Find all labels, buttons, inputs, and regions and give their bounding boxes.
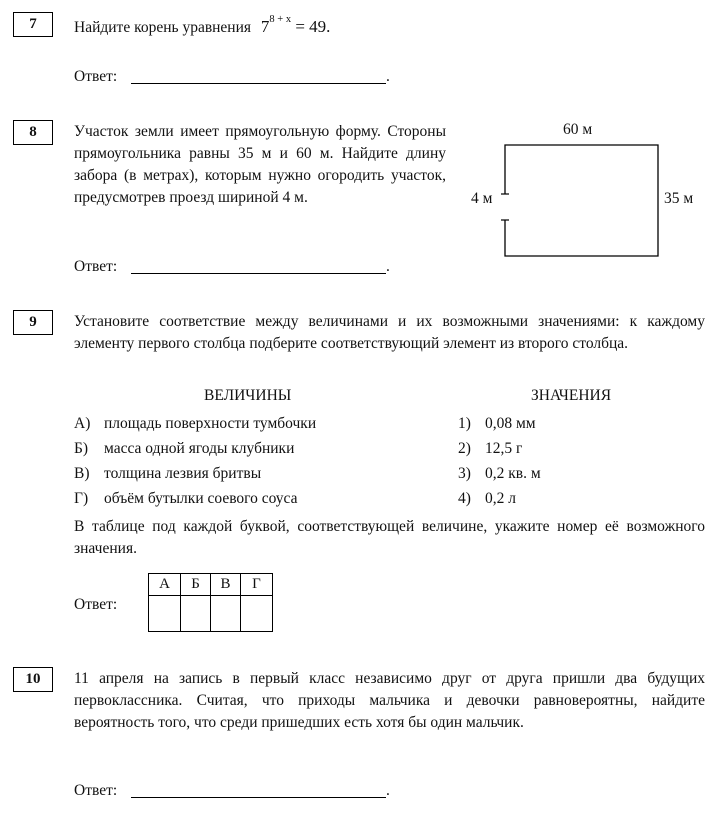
answer-cell-a[interactable] bbox=[149, 596, 181, 632]
answer-cell-v[interactable] bbox=[211, 596, 241, 632]
fence-rectangle-figure bbox=[495, 138, 667, 260]
task-9-instruction: В таблице под каждой буквой, соответствующей величине, укажите номер её возможного значения. bbox=[74, 518, 705, 557]
quantity-item: Б) масса одной ягоды клубники bbox=[74, 440, 295, 457]
quantities-list bbox=[74, 411, 316, 511]
figure-gap-label: 4 м bbox=[471, 190, 493, 207]
task-7-question bbox=[74, 14, 331, 37]
task-9-answer-label: Ответ: bbox=[74, 596, 118, 613]
answer-cell-b[interactable] bbox=[181, 596, 211, 632]
task-8-answer-label: Ответ: bbox=[74, 258, 118, 275]
task-8-answer-dot: . bbox=[386, 258, 390, 275]
task-7-answer-dot: . bbox=[386, 68, 390, 85]
answer-table-header: В bbox=[211, 574, 241, 596]
figure-top-label: 60 м bbox=[563, 121, 593, 138]
value-item: 2) 12,5 г bbox=[458, 440, 523, 457]
task-7-text: Найдите корень уравнения bbox=[74, 19, 252, 36]
value-item: 3) 0,2 кв. м bbox=[458, 465, 541, 482]
quantity-item: Г) объём бутылки соевого соуса bbox=[74, 490, 298, 507]
task-10-answer-line[interactable] bbox=[131, 797, 386, 798]
value-item: 1) 0,08 мм bbox=[458, 415, 536, 432]
task-9-text: Установите соответствие между величинами и их возможными значениями: к каждому элементу первого столбца подберите соответствующий элемент из второго столбца. bbox=[74, 313, 705, 352]
answer-table-header: Б bbox=[181, 574, 211, 596]
task-8-number: 8 bbox=[13, 120, 53, 145]
figure-side-label: 35 м bbox=[664, 190, 694, 207]
task-7-answer-line[interactable] bbox=[131, 83, 386, 84]
equation-exponent: 8 + x bbox=[269, 14, 292, 26]
task-8-answer-line[interactable] bbox=[131, 273, 386, 274]
answer-table-header: А bbox=[149, 574, 181, 596]
task-10-text: 11 апреля на запись в первый класс независимо друг от друга пришли два будущих первоклассника. Считая, что приходы мальчика и девочки равновероятны, найдите вероятность того, что среди пришедших есть хотя бы один мальчик. bbox=[74, 670, 705, 731]
equation-rhs: = 49. bbox=[295, 17, 331, 36]
quantities-header: ВЕЛИЧИНЫ bbox=[204, 387, 292, 404]
answer-table-header: Г bbox=[241, 574, 273, 596]
task-9-answer-table bbox=[148, 573, 273, 632]
quantity-item: А) площадь поверхности тумбочки bbox=[74, 415, 317, 432]
equation-base: 7 bbox=[260, 17, 270, 36]
task-7-equation bbox=[260, 14, 331, 36]
answer-cell-g[interactable] bbox=[241, 596, 273, 632]
task-8-text: Участок земли имеет прямоугольную форму. Стороны прямоугольника равны 35 м и 60 м. Найдите длину забора (в метрах), которым нужно огородить участок, предусмотрев проезд шириной 4 м. bbox=[74, 123, 446, 206]
value-item: 4) 0,2 л bbox=[458, 490, 516, 507]
values-header: ЗНАЧЕНИЯ bbox=[531, 387, 612, 404]
task-7-number: 7 bbox=[13, 12, 53, 37]
task-9-number: 9 bbox=[13, 310, 53, 335]
values-list bbox=[458, 411, 541, 511]
quantity-item: В) толщина лезвия бритвы bbox=[74, 465, 262, 482]
task-10-answer-label: Ответ: bbox=[74, 782, 118, 799]
task-10-number: 10 bbox=[13, 667, 53, 692]
task-10-answer-dot: . bbox=[386, 782, 390, 799]
task-7-answer-label: Ответ: bbox=[74, 68, 118, 85]
